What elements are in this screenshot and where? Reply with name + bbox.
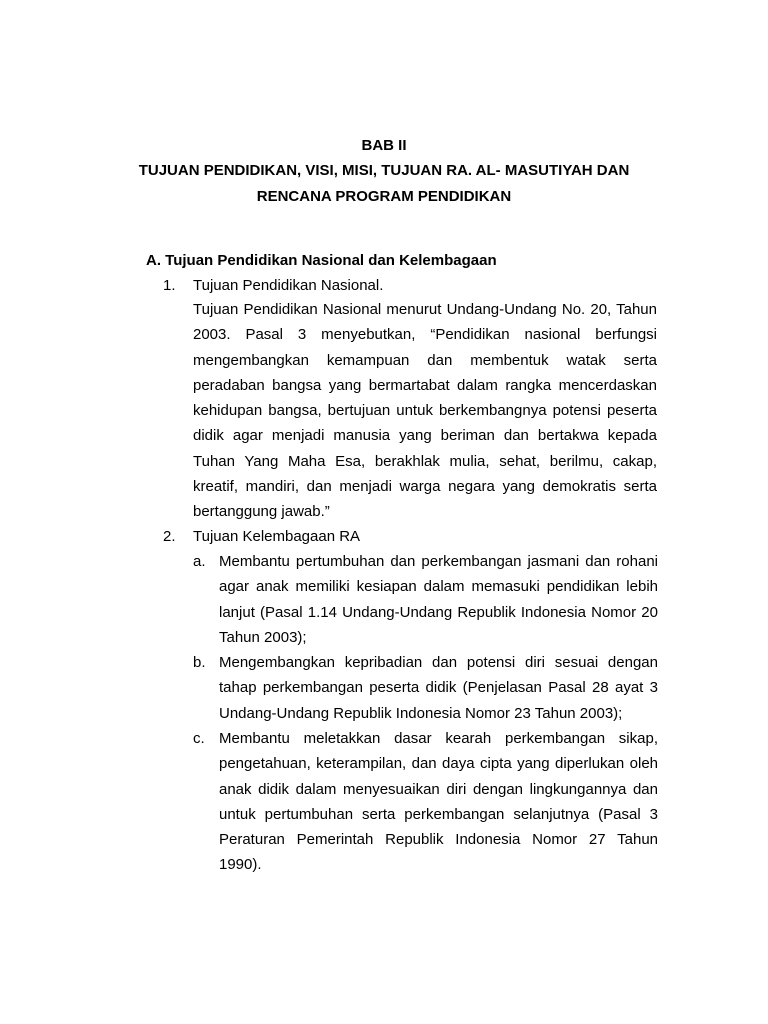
item-2-title: Tujuan Kelembagaan RA — [193, 528, 361, 545]
section-a-heading: A. Tujuan Pendidikan Nasional dan Kelembagaan — [146, 252, 497, 269]
subitem-c-text: Membantu meletakkan dasar kearah perkembangan sikap, pengetahuan, keterampilan, dan daya cipta yang diperlukan oleh anak didik dalam menyesuaikan diri dengan lingkungannya dan untuk pertumbuhan serta perkembangan selanjutnya (Pasal 3 Peraturan Pemerintah Republik Indonesia Nomor 27 Tahun 1990). — [219, 730, 658, 874]
chapter-subtitle-line2: RENCANA PROGRAM PENDIDIKAN — [256, 188, 512, 205]
subitem-b-letter: b. — [193, 654, 206, 671]
subitem-a-text: Membantu pertumbuhan dan perkembangan jasmani dan rohani agar anak memiliki kesiapan dalam memasuki pendidikan lebih lanjut (Pasal 1.14 Undang-Undang Republik Indonesia Nomor 20 Tahun 2003); — [219, 553, 658, 646]
item-2-number: 2. — [163, 528, 176, 545]
item-1-paragraph: Tujuan Pendidikan Nasional menurut Undang-Undang No. 20, Tahun 2003. Pasal 3 menyebutkan, “Pendidikan nasional berfungsi mengembangkan kemampuan dan membentuk watak serta peradaban bangsa yang bermartabat dalam rangka mencerdaskan kehidupan bangsa, bertujuan untuk berkembangnya potensi peserta didik agar menjadi manusia yang beriman dan bertakwa kepada Tuhan Yang Maha Esa, berakhlak mulia, sehat, berilmu, cakap, kreatif, mandiri, dan menjadi warga negara yang demokratis serta bertanggung jawab.” — [193, 301, 657, 521]
subitem-b-text: Mengembangkan kepribadian dan potensi diri sesuai dengan tahap perkembangan peserta didik (Penjelasan Pasal 28 ayat 3 Undang-Undang Republik Indonesia Nomor 23 Tahun 2003); — [219, 654, 658, 722]
chapter-subtitle-line1: TUJUAN PENDIDIKAN, VISI, MISI, TUJUAN RA. AL- MASUTIYAH DAN — [138, 162, 630, 179]
subitem-c-letter: c. — [193, 730, 205, 747]
chapter-title: BAB II — [361, 137, 407, 154]
item-1-number: 1. — [163, 277, 176, 294]
subitem-a-letter: a. — [193, 553, 206, 570]
item-1-title: Tujuan Pendidikan Nasional. — [193, 277, 384, 294]
